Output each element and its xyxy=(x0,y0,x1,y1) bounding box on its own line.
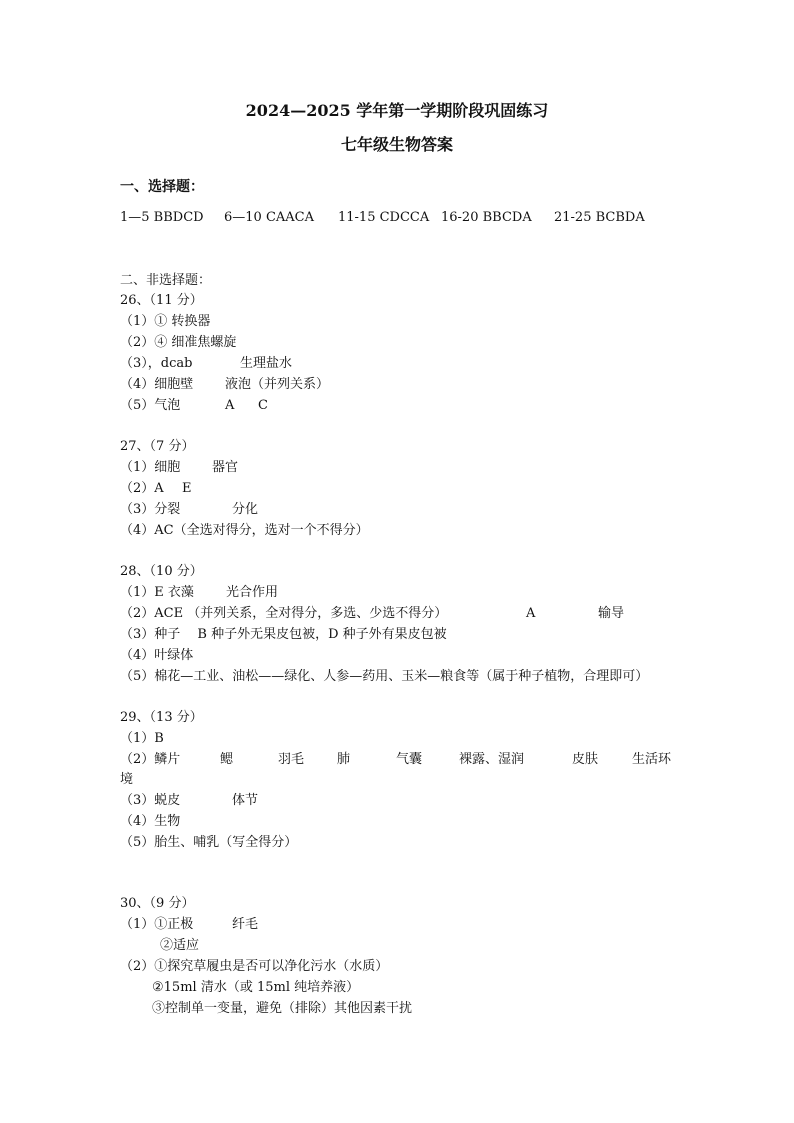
page-subtitle: 七年级生物答案 xyxy=(340,135,453,154)
q29-line2-item: 羽毛 xyxy=(278,752,305,767)
q28-line5: （5）棉花—工业、油松——绿化、人参—药用、玉米—粮食等（属于种子植物，合理即可） xyxy=(120,669,649,684)
q29-line1: （1）B xyxy=(120,731,164,746)
q29-line2-item: （2）鳞片 xyxy=(120,752,181,767)
q28-line3: （3）种子 B 种子外无果皮包被，D 种子外有果皮包被 xyxy=(120,627,447,642)
q28-line1: （1）E 衣藻 xyxy=(120,585,194,600)
q26-line1: （1）① 转换器 xyxy=(120,314,211,329)
q30-line2-sub3: ③控制单一变量，避免（排除）其他因素干扰 xyxy=(152,1001,413,1016)
q28-line4: （4）叶绿体 xyxy=(120,648,194,663)
q27-line2-answer: E xyxy=(182,481,192,496)
q27-line4: （4）AC（全选对得分，选对一个不得分） xyxy=(120,523,369,538)
page-title: 2024—2025 学年第一学期阶段巩固练习 xyxy=(245,101,549,120)
q26-line5-answer-a: A xyxy=(225,398,235,413)
q27-line1-answer: 器官 xyxy=(212,460,239,475)
q28-line2-answer-a: A xyxy=(526,606,536,621)
q29-line2-item: 气囊 xyxy=(396,752,423,767)
q30-heading: 30、（9 分） xyxy=(120,896,195,911)
q29-line2-continued: 境 xyxy=(120,772,134,787)
q29-line5: （5）胎生、哺乳（写全得分） xyxy=(120,835,298,850)
q29-line4: （4）生物 xyxy=(120,814,181,829)
q28-heading: 28、（10 分） xyxy=(120,564,203,579)
q26-heading: 26、（11 分） xyxy=(120,293,203,308)
q26-line5-answer-b: C xyxy=(258,398,268,413)
q30-line2: （2）①探究草履虫是否可以净化污水（水质） xyxy=(120,959,389,974)
q30-line1-sub: ②适应 xyxy=(160,938,200,953)
mc-answer-21-25: 21-25 BCBDA xyxy=(554,210,645,225)
q30-line2-sub2: ②15ml 清水（或 15ml 纯培养液） xyxy=(152,980,360,995)
q27-line3-answer: 分化 xyxy=(232,502,259,517)
q29-line2-item: 生活环 xyxy=(632,752,672,767)
q27-line3: （3）分裂 xyxy=(120,502,181,517)
q29-heading: 29、（13 分） xyxy=(120,710,203,725)
q26-line3: （3），dcab xyxy=(120,356,193,371)
q27-heading: 27、（7 分） xyxy=(120,439,195,454)
q28-line1-answer: 光合作用 xyxy=(226,585,279,600)
q29-line2-item: 鳃 xyxy=(220,752,234,767)
q27-line2: （2）A xyxy=(120,481,164,496)
q27-line1: （1）细胞 xyxy=(120,460,181,475)
mc-answer-6-10: 6—10 CAACA xyxy=(224,210,315,225)
mc-answer-11-15: 11-15 CDCCA xyxy=(338,210,430,225)
q29-line3-answer: 体节 xyxy=(232,793,259,808)
q26-line4: （4）细胞壁 xyxy=(120,377,194,392)
mc-answer-1-5: 1—5 BBDCD xyxy=(120,210,204,225)
q29-line2-item: 肺 xyxy=(337,752,351,767)
section1-heading: 一、选择题： xyxy=(120,179,204,195)
q30-line1-answer: 纤毛 xyxy=(232,917,259,932)
q30-line1: （1）①正极 xyxy=(120,917,194,932)
q26-line2: （2）④ 细准焦螺旋 xyxy=(120,335,237,350)
q28-line2: （2）ACE （并列关系，全对得分，多选、少选不得分） xyxy=(120,606,448,621)
q26-line4-answer: 液泡（并列关系） xyxy=(225,377,330,392)
q26-line5: （5）气泡 xyxy=(120,398,181,413)
q29-line2-item: 裸露、湿润 xyxy=(459,752,525,767)
q26-line3-answer: 生理盐水 xyxy=(240,356,293,371)
q29-line2-item: 皮肤 xyxy=(572,752,599,767)
section2-heading: 二、非选择题： xyxy=(120,273,212,288)
q28-line2-answer-b: 输导 xyxy=(598,606,625,621)
mc-answer-16-20: 16-20 BBCDA xyxy=(441,210,532,225)
q29-line3: （3）蜕皮 xyxy=(120,793,181,808)
